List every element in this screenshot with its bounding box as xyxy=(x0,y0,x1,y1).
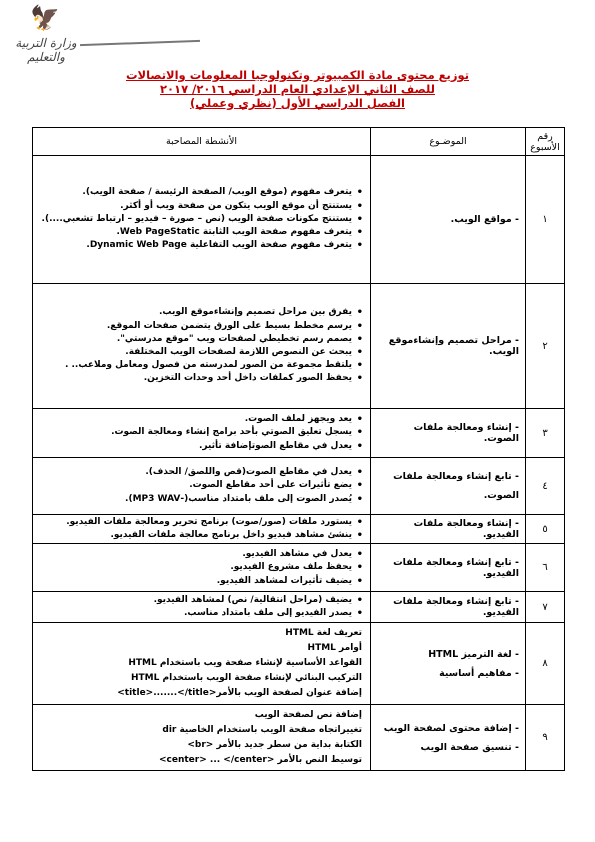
header-activities: الأنشطة المصاحبة xyxy=(33,128,371,156)
topic-cell xyxy=(371,458,526,515)
table-row xyxy=(33,515,565,544)
topic-cell xyxy=(371,284,526,409)
topic-line: - إضافة محتوى لصفحة الويب xyxy=(383,722,519,734)
activities-cell xyxy=(33,705,371,771)
activity-item: • يضيف تأثيرات لمشاهد الفيديو. xyxy=(37,575,352,588)
activity-item: • يفرق بين مراحل تصميم وإنشاءموقع الويب. xyxy=(37,306,352,319)
activities-list xyxy=(37,626,366,701)
activity-item: الكتابة بداية من سطر جديد بالأمر <br> xyxy=(187,739,362,750)
topic-cell xyxy=(371,705,526,771)
week-number: ٨ xyxy=(526,623,565,705)
topic-line: - مواقع الويب. xyxy=(450,214,519,225)
activity-item: • يرسم مخطط بسيط على الورق يتضمن صفحات الموقع. xyxy=(37,320,352,333)
topic-cell xyxy=(371,156,526,284)
topic-cell xyxy=(371,623,526,705)
week-number: ٣ xyxy=(526,409,565,458)
topic-cell xyxy=(371,592,526,623)
activity-item: • يضيف (مراحل انتقالية/ نص) لمشاهد الفيديو. xyxy=(37,594,352,607)
activity-item: تغييراتجاه صفحة الويب باستخدام الخاصية dir xyxy=(162,724,362,735)
week-number: ٦ xyxy=(526,544,565,592)
activities-list xyxy=(37,413,366,453)
activities-cell xyxy=(33,592,371,623)
activities-cell xyxy=(33,544,371,592)
activities-list xyxy=(37,306,366,385)
table-row xyxy=(33,458,565,515)
curriculum-table xyxy=(32,127,565,771)
activity-item: • يحفظ ملف مشروع الفيديو. xyxy=(37,561,352,574)
title-line-2: للصف الثاني الإعدادي العام الدراسي ٢٠١٦/ ٢٠١٧ xyxy=(160,82,435,96)
week-number: ٢ xyxy=(526,284,565,409)
activity-item: • يضع تأثيرات على أحد مقاطع الصوت. xyxy=(37,479,352,492)
table-row xyxy=(33,623,565,705)
table-row xyxy=(33,705,565,771)
logo-divider xyxy=(80,40,200,46)
topic-line: - تابع إنشاء ومعالجة ملفات xyxy=(393,471,519,482)
activity-item: • يلتقط مجموعة من الصور لمدرسته من فصول ومعامل وملاعب.. . xyxy=(37,359,352,372)
topic-cell xyxy=(371,409,526,458)
table-row xyxy=(33,156,565,284)
activity-item: • ينشئ مشاهد فيديو داخل برنامج معالجة ملفات الفيديو. xyxy=(37,529,352,542)
week-number: ٤ xyxy=(526,458,565,515)
activity-item: • يعدل في مشاهد الفيديو. xyxy=(37,548,352,561)
header-week: رقم الأسبوع xyxy=(526,128,565,156)
table-row xyxy=(33,544,565,592)
topic-line: الصوت. xyxy=(483,490,519,501)
activities-cell xyxy=(33,515,371,544)
topic-line: - مراحل تصميم وإنشاءموقع الويب. xyxy=(388,335,519,357)
activity-item: • يتعرف مفهوم صفحة الويب الثابتة Web PageStatic. xyxy=(37,226,352,239)
topic-line: - لغة الترميز HTML xyxy=(428,648,519,660)
activity-item: • يحفظ الصور كملفات داخل أحد وحدات التخزين. xyxy=(37,372,352,385)
week-number: ٥ xyxy=(526,515,565,544)
activity-item: • يستنتج أن موقع الويب يتكون من صفحة ويب أو أكثر. xyxy=(37,200,352,213)
activities-list xyxy=(37,594,366,620)
activity-item: إضافة نص لصفحة الويب xyxy=(254,709,362,720)
week-number: ٩ xyxy=(526,705,565,771)
topic-line: - مفاهيم أساسية xyxy=(439,667,519,679)
ministry-logo xyxy=(6,4,88,64)
activities-list xyxy=(37,516,366,542)
topic-line: - إنشاء ومعالجة ملفات الفيديو. xyxy=(413,518,519,541)
activity-item: أوامر HTML xyxy=(307,643,362,654)
activity-item: • يبحث عن النصوص اللازمة لصفحات الويب المختلفة. xyxy=(37,346,352,359)
activity-item: • يعد ويجهز لملف الصوت. xyxy=(37,413,352,426)
activity-item: • يتعرف مفهوم (موقع الويب/ الصفحة الرئيسة / صفحة الويب). xyxy=(37,186,352,199)
table-row xyxy=(33,409,565,458)
header-topic: الموضـوع xyxy=(371,128,526,156)
activity-item: تعريف لغة HTML xyxy=(285,628,362,639)
activities-list xyxy=(37,466,366,506)
activities-cell xyxy=(33,623,371,705)
topic-cell xyxy=(371,515,526,544)
activity-item: • يعدل في مقاطع الصوتإضافة تأثير. xyxy=(37,440,352,453)
table-row xyxy=(33,284,565,409)
activities-cell xyxy=(33,284,371,409)
activity-item: القواعد الأساسية لإنشاء صفحة ويب باستخدام HTML xyxy=(128,658,362,669)
activity-item: التركيب البنائي لإنشاء صفحة الويب باستخدام HTML xyxy=(130,673,362,684)
title-line-3: الفصل الدراسي الأول (نظري وعملي) xyxy=(190,96,405,110)
topic-line: - إنشاء ومعالجة ملفات الصوت. xyxy=(413,422,519,444)
activity-item: • يصمم رسم تخطيطي لصفحات ويب "موقع مدرستي". xyxy=(37,333,352,346)
activity-item: • يصدر الفيديو إلى ملف بامتداد مناسب. xyxy=(37,607,352,620)
activity-item: إضافة عنوان لصفحة الويب بالأمر<title>.......</title> xyxy=(117,688,362,699)
activities-list xyxy=(37,186,366,252)
activity-item: • يستنتج مكونات صفحة الويب (نص – صورة – فيديو – ارتباط تشعبي....). xyxy=(37,213,352,226)
activity-item: • يُصدر الصوت إلى ملف بامتداد مناسب(-MP3 WAV). xyxy=(37,493,352,506)
title-line-1: توزيع محتوى مادة الكمبيوتر وتكنولوجيا المعلومات والاتصالات xyxy=(125,68,470,82)
activity-item: • يسجل تعليق الصوتي بأحد برامج إنشاء ومعالجة الصوت. xyxy=(37,426,352,439)
activity-item: • يعدل في مقاطع الصوت(قص واللصق/ الحذف). xyxy=(37,466,352,479)
eagle-emblem-icon: 🦅 xyxy=(30,4,60,32)
activities-cell xyxy=(33,458,371,515)
activity-item: توسيط النص بالأمر <center> ... </center> xyxy=(158,754,362,765)
week-number: ١ xyxy=(526,156,565,284)
activities-cell xyxy=(33,409,371,458)
activities-cell xyxy=(33,156,371,284)
activities-list xyxy=(37,708,366,768)
table-row xyxy=(33,592,565,623)
week-number: ٧ xyxy=(526,592,565,623)
topic-line: - تابع إنشاء ومعالجة ملفات الفيديو. xyxy=(393,556,519,579)
document-title-block xyxy=(100,68,495,110)
topic-cell xyxy=(371,544,526,592)
activity-item: • يتعرف مفهوم صفحة الويب التفاعلية Dynamic Web Page. xyxy=(37,239,352,252)
topic-line: - تنسيق صفحة الويب xyxy=(420,741,519,753)
topic-line: - تابع إنشاء ومعالجة ملفات الفيديو. xyxy=(393,596,519,619)
table-header-row xyxy=(33,128,565,156)
activity-item: • يستورد ملفات (صور/صوت) برنامج تحرير ومعالجة ملفات الفيديو. xyxy=(37,516,352,529)
ministry-name: وزارة التربية والتعليم xyxy=(15,36,77,64)
activities-list xyxy=(37,548,366,588)
